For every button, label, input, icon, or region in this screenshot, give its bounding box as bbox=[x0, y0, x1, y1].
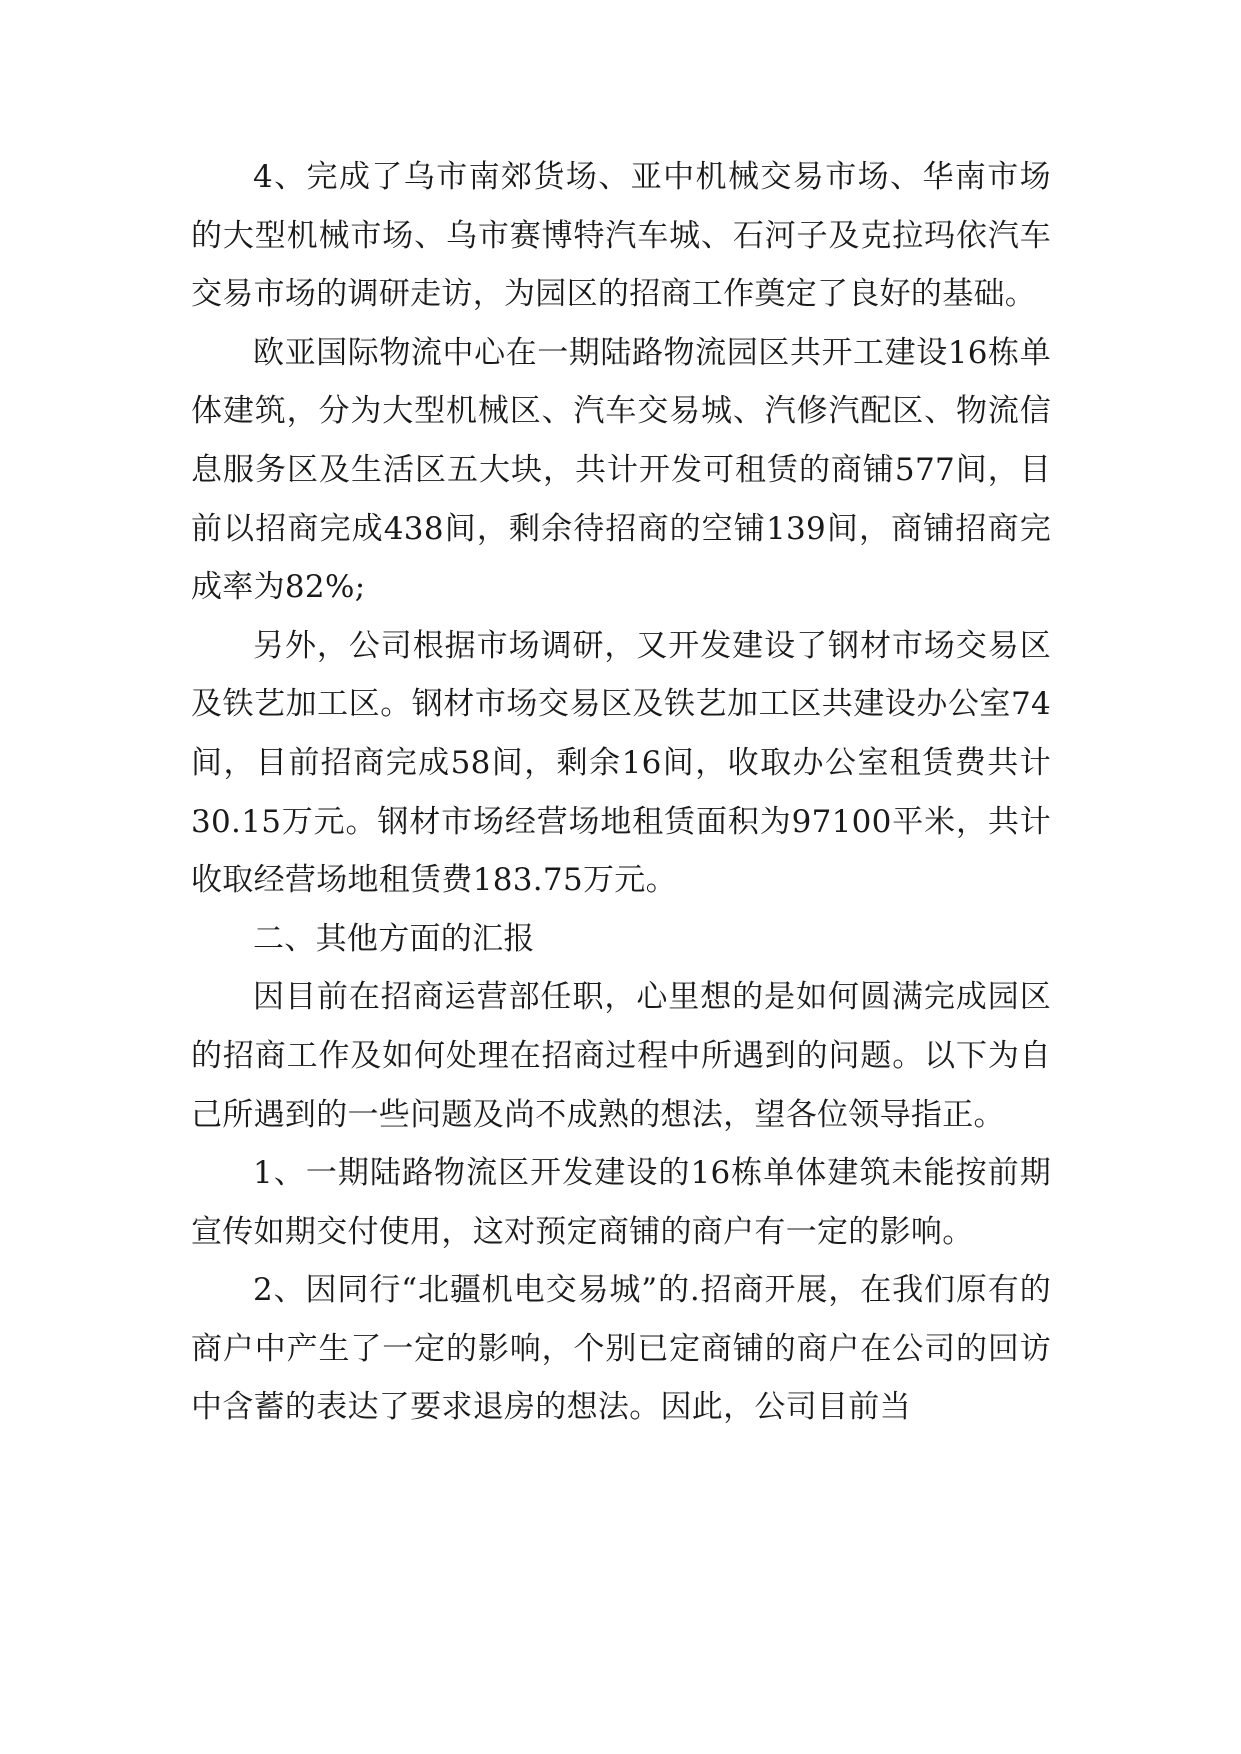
paragraph-issue-2: 2、因同行“北疆机电交易城”的.招商开展，在我们原有的商户中产生了一定的影响，个别已定商铺的商户在公司的回访中含蓄的表达了要求退房的想法。因此，公司目前当 bbox=[191, 1272, 1051, 1426]
paragraph-issue-1: 1、一期陆路物流区开发建设的16栋单体建筑未能按前期宣传如期交付使用，这对预定商铺的商户有一定的影响。 bbox=[191, 1155, 1051, 1250]
document-page bbox=[191, 148, 1051, 1437]
paragraph-logistics-park: 欧亚国际物流中心在一期陆路物流园区共开工建设16栋单体建筑，分为大型机械区、汽车交易城、汽修汽配区、物流信息服务区及生活区五大块，共计开发可租赁的商铺577间，目前以招商完成438间，剩余待招商的空铺139间，商铺招商完成率为82%; bbox=[191, 334, 1051, 606]
paragraph-current-role: 因目前在招商运营部任职，心里想的是如何圆满完成园区的招商工作及如何处理在招商过程中所遇到的问题。以下为自己所遇到的一些问题及尚不成熟的想法，望各位领导指正。 bbox=[191, 979, 1051, 1133]
paragraph-market-survey: 4、完成了乌市南郊货场、亚中机械交易市场、华南市场的大型机械市场、乌市赛博特汽车城、石河子及克拉玛依汽车交易市场的调研走访，为园区的招商工作奠定了良好的基础。 bbox=[191, 159, 1051, 313]
paragraph-steel-market: 另外，公司根据市场调研，又开发建设了钢材市场交易区及铁艺加工区。钢材市场交易区及铁艺加工区共建设办公室74间，目前招商完成58间，剩余16间，收取办公室租赁费共计30.15万元。钢材市场经营场地租赁面积为97100平米，共计收取经营场地租赁费183.75万元。 bbox=[191, 627, 1051, 899]
section-heading-other-reports: 二、其他方面的汇报 bbox=[253, 920, 535, 957]
